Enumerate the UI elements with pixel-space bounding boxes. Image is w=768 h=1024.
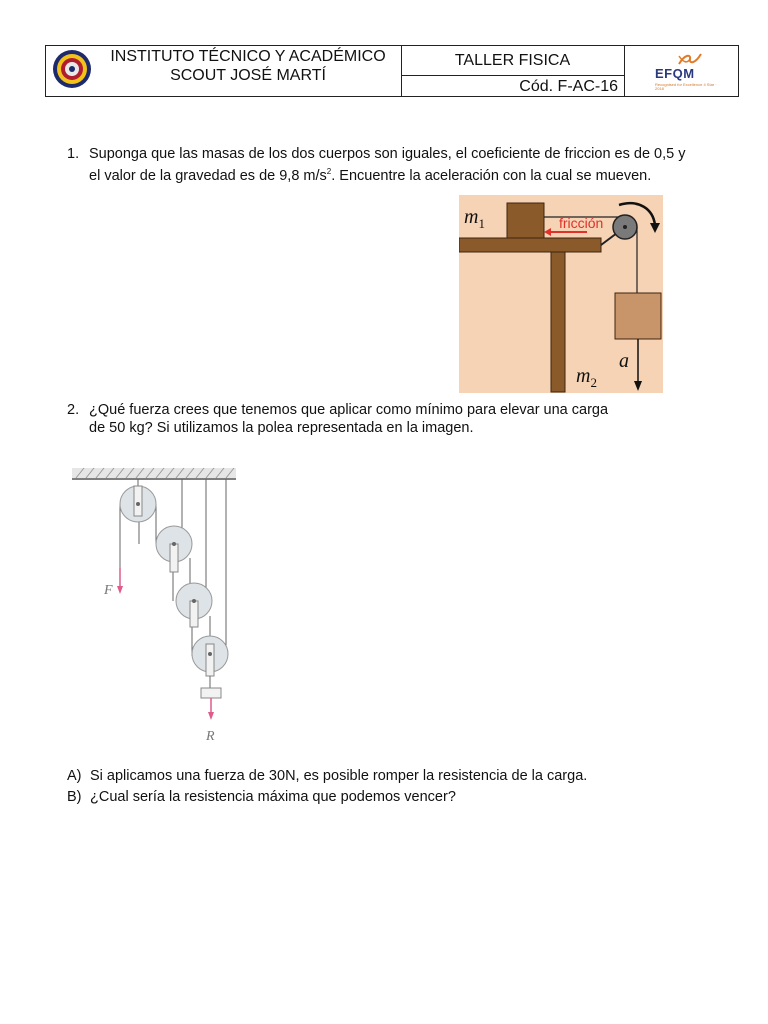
load-block xyxy=(201,688,221,698)
question-line-1: Suponga que las masas de los dos cuerpos son iguales, el coeficiente de friccion es de 0,5 y xyxy=(89,146,686,162)
question-1 xyxy=(67,145,727,185)
answer-label: A) xyxy=(67,768,82,784)
question-line-2-start: el valor de la gravedad es de 9,8 m/s xyxy=(89,167,327,184)
label-R: R xyxy=(206,729,215,744)
answer-a xyxy=(67,767,627,785)
efqm-logo-cell xyxy=(625,46,739,96)
school-seal-icon xyxy=(52,49,92,89)
question-line-2: de 50 kg? Si utilizamos la polea representada en la imagen. xyxy=(89,420,474,436)
table-top xyxy=(459,238,601,252)
pulley-1 xyxy=(120,486,156,522)
block-m1 xyxy=(507,203,544,238)
institution-cell xyxy=(46,46,402,96)
institution-name xyxy=(98,47,398,85)
label-a: a xyxy=(619,350,629,372)
superscript: 2 xyxy=(326,167,332,176)
document-header xyxy=(45,45,739,97)
friction-pulley-figure xyxy=(459,195,663,393)
table-leg xyxy=(551,252,565,392)
efqm-subtext: Recognised for Excellence 4 Star · 2018 xyxy=(655,82,717,91)
answer-label: B) xyxy=(67,789,82,805)
label-m1: $m_1$ xyxy=(464,206,485,231)
label-F: F xyxy=(104,583,113,598)
institution-line-2: SCOUT JOSÉ MARTÍ xyxy=(170,67,326,84)
question-text xyxy=(89,145,685,185)
efqm-logo xyxy=(655,52,725,94)
block-m2 xyxy=(615,293,661,339)
question-line-1: ¿Qué fuerza crees que tenemos que aplicar como mínimo para elevar una carga xyxy=(89,402,609,418)
compound-pulley-figure xyxy=(70,458,240,748)
efqm-wordmark: EFQM xyxy=(655,66,695,81)
question-number: 1. xyxy=(67,146,80,162)
label-friction: fricción xyxy=(559,215,604,231)
subject-title: TALLER FISICA xyxy=(401,46,624,76)
pulley-3 xyxy=(176,583,212,627)
answer-text: ¿Cual sería la resistencia máxima que podemos vencer? xyxy=(90,789,456,805)
label-m2: $m_2$ xyxy=(576,365,597,390)
document-code: Cód. F-AC-16 xyxy=(519,78,618,95)
pulley-axle xyxy=(623,225,627,229)
resistance-arrowhead-icon xyxy=(208,712,214,720)
question-line-2 xyxy=(89,163,685,185)
question-line-2-end: . Encuentre la aceleración con la cual se mueven. xyxy=(331,167,652,184)
question-text xyxy=(89,401,608,437)
answer-text: Si aplicamos una fuerza de 30N, es posible romper la resistencia de la carga. xyxy=(90,768,588,784)
force-arrowhead-icon xyxy=(117,586,123,594)
subject-cell xyxy=(401,46,625,96)
pulley-2 xyxy=(156,526,192,572)
pulley-4 xyxy=(192,636,228,676)
question-2 xyxy=(67,401,667,441)
efqm-ribbon-icon xyxy=(677,52,703,66)
institution-line-1: INSTITUTO TÉCNICO Y ACADÉMICO xyxy=(110,48,386,65)
question-number: 2. xyxy=(67,402,80,418)
answer-b xyxy=(67,788,627,806)
